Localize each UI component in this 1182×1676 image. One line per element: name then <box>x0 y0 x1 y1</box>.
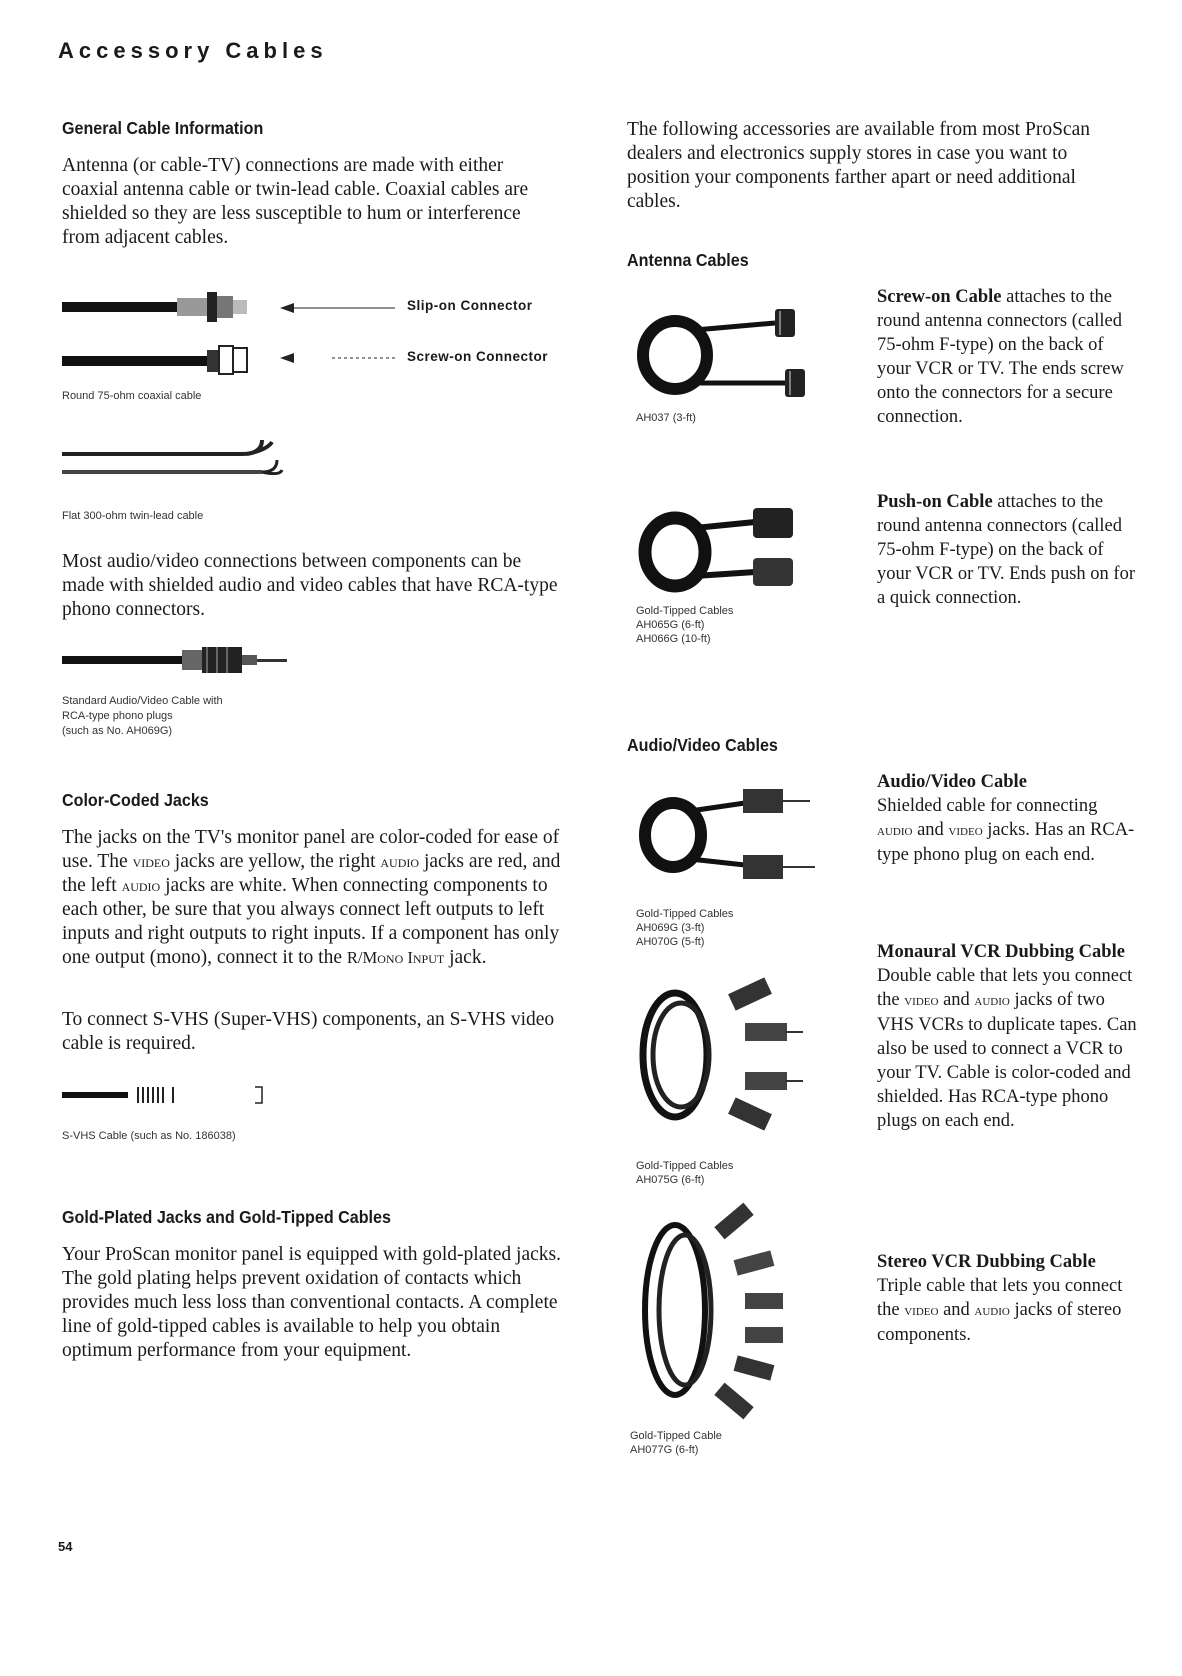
coaxial-cable-illustration <box>62 286 282 376</box>
gold-plated-paragraph: Your ProScan monitor panel is equipped with gold-plated jacks. The gold plating helps prevent oxidation of contacts which provides much less loss than conventional contacts. A complete line of gold-tipped cables is available to help you obtain optimum performance from your equipment. <box>62 1244 561 1361</box>
av-cable-illustration <box>62 645 292 675</box>
push-on-cable-image <box>635 500 815 600</box>
general-cable-paragraph: Antenna (or cable-TV) connections are made with either coaxial antenna cable or twin-lead cable. Coaxial cables are shielded so they are less susceptible to hum or interference from adjacent cables. <box>62 155 529 248</box>
stereo-dubbing-cable-image <box>635 1195 825 1425</box>
antenna-caption-1: AH037 (3-ft) <box>636 412 696 424</box>
slip-on-connector-label: Slip-on Connector <box>407 298 533 313</box>
av-caption-1a: Gold-Tipped Cables <box>636 908 734 920</box>
av-caption-3b: AH077G (6-ft) <box>630 1444 699 1456</box>
audio-video-cable-title: Audio/Video Cable <box>877 772 1027 792</box>
mono-dubbing-cable-description: Monaural VCR Dubbing Cable Double cable that lets you connect the video and audio jacks of two VHS VCRs to duplicate tapes. Can also be used to connect a VCR to your TV. Cable is color-coded and shielded. Has RCA-type phono plugs on each end. <box>877 942 1137 1131</box>
page-number: 54 <box>58 1539 73 1554</box>
gold-plated-heading: Gold-Plated Jacks and Gold-Tipped Cables <box>62 1207 391 1227</box>
mono-dubbing-cable-title: Monaural VCR Dubbing Cable <box>877 942 1125 962</box>
twin-lead-caption: Flat 300-ohm twin-lead cable <box>62 510 204 522</box>
antenna-cables-heading: Antenna Cables <box>627 250 749 270</box>
svhs-caption: S-VHS Cable (such as No. 186038) <box>62 1130 236 1142</box>
svhs-paragraph: To connect S-VHS (Super-VHS) components, an S-VHS video cable is required. <box>62 1009 555 1054</box>
antenna-caption-2b: AH065G (6-ft) <box>636 619 705 631</box>
twin-lead-cable-illustration <box>62 430 282 490</box>
av-caption-2b: AH075G (6-ft) <box>636 1174 705 1186</box>
screw-on-cable-description: Screw-on Cable attaches to the round antenna connectors (called 75-ohm F-type) on the back of your VCR or TV. The ends screw onto the connectors for a secure connection. <box>877 287 1124 427</box>
av-caption-3a: Gold-Tipped Cable <box>630 1430 722 1442</box>
av-caption-1b: AH069G (3-ft) <box>636 922 705 934</box>
antenna-caption-2a: Gold-Tipped Cables <box>636 605 734 617</box>
av-cable-caption-1: Standard Audio/Video Cable with <box>62 695 223 707</box>
audio-video-cables-heading: Audio/Video Cables <box>627 735 778 755</box>
coax-caption: Round 75-ohm coaxial cable <box>62 390 202 402</box>
av-cable-caption-3: (such as No. AH069G) <box>62 725 173 737</box>
connector-arrows <box>280 305 400 365</box>
audio-video-cable-image <box>635 785 825 885</box>
av-cable-caption-2: RCA-type phono plugs <box>62 710 173 722</box>
audio-video-cable-description: Audio/Video Cable Shielded cable for connecting audio and video jacks. Has an RCA-type phono plug on each end. <box>877 770 1137 867</box>
svhs-cable-illustration <box>62 1085 282 1105</box>
mono-dubbing-cable-image <box>635 965 825 1145</box>
av-caption-2a: Gold-Tipped Cables <box>636 1160 734 1172</box>
color-coded-paragraph: The jacks on the TV's monitor panel are color-coded for ease of use. The video jacks are yellow, the right audio jacks are red, and the left audio jacks are white. When connecting components to each other, be sure that you always connect left outputs to left inputs and right outputs to right inputs. If a component has only one output (mono), connect it to the R/Mono Input jack. <box>62 827 561 968</box>
av-caption-1c: AH070G (5-ft) <box>636 936 705 948</box>
push-on-cable-description: Push-on Cable attaches to the round antenna connectors (called 75-ohm F-type) on the back of your VCR or TV. Ends push on for a quick connection. <box>877 492 1135 608</box>
page-title: Accessory Cables <box>58 38 328 63</box>
screw-on-connector-label: Screw-on Connector <box>407 349 549 364</box>
accessories-intro-paragraph: The following accessories are available from most ProScan dealers and electronics supply stores in case you want to position your components farther apart or need additional cables. <box>627 119 1090 212</box>
stereo-dubbing-cable-title: Stereo VCR Dubbing Cable <box>877 1252 1096 1272</box>
antenna-caption-2c: AH066G (10-ft) <box>636 633 711 645</box>
screw-on-cable-image <box>635 305 825 405</box>
stereo-dubbing-cable-description: Stereo VCR Dubbing Cable Triple cable that lets you connect the video and audio jacks of stereo components. <box>877 1250 1147 1347</box>
av-connection-paragraph: Most audio/video connections between components can be made with shielded audio and video cables that have RCA-type phono connectors. <box>62 551 558 620</box>
color-coded-heading: Color-Coded Jacks <box>62 790 209 810</box>
general-cable-heading: General Cable Information <box>62 118 264 138</box>
